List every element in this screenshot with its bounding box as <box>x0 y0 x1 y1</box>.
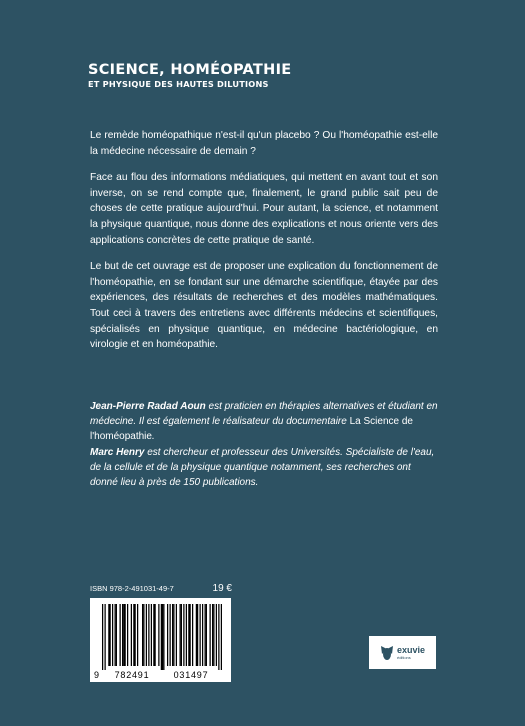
title-block <box>88 62 448 90</box>
book-subtitle: ET PHYSIQUE DES HAUTES DILUTIONS <box>88 79 269 89</box>
barcode-bar <box>120 604 121 666</box>
barcode-bar <box>133 604 134 666</box>
barcode-bar <box>151 604 152 666</box>
barcode-bar <box>161 604 162 670</box>
publisher-name: exuvie <box>396 644 426 655</box>
barcode-bar <box>112 604 113 666</box>
barcode-bar <box>192 604 193 666</box>
book-title: SCIENCE, HOMÉOPATHIE <box>88 62 292 78</box>
barcode-bar <box>162 604 163 670</box>
barcode-bar <box>180 604 181 666</box>
isbn-label: ISBN 978-2-491031-49-7 <box>90 584 174 593</box>
barcode-bar <box>205 604 206 666</box>
blurb <box>90 128 438 364</box>
barcode-bar <box>102 604 103 670</box>
price: 19 € <box>212 583 232 594</box>
barcode-bar <box>183 604 184 666</box>
author-2-text: est chercheur et professeur des Universités. Spécialiste de l'eau, de la cellule et de la physique quantique notamment, ses recherches ont donné lieu à près de 150 publications. <box>90 446 435 489</box>
blurb-paragraph-2: Face au flou des informations médiatiques, qui mettent en avant tout et son inverse, on se rend compte que, finalement, le grand public sait peu de choses de cette pratique aujourd'hui. Pour autant, la science, et notamment la physique quantique, nous donne des explications et nous oriente vers des applications concrètes de cette pratique de santé. <box>90 172 438 246</box>
barcode-bar <box>153 604 154 666</box>
blurb-paragraph-1: Le remède homéopathique n'est-il qu'un placebo ? Ou l'homéopathie est-elle la médecine nécessaire de demain ? <box>90 130 438 157</box>
barcode-bar <box>155 604 156 666</box>
barcode-digit-first: 9 <box>94 670 100 680</box>
barcode-bar <box>176 604 177 666</box>
barcode-bar <box>218 604 219 670</box>
publisher-logo <box>369 636 436 669</box>
barcode <box>90 598 231 682</box>
barcode-bar <box>202 604 203 666</box>
barcode-bar <box>170 604 171 666</box>
barcode-bar <box>108 604 109 666</box>
barcode-bar <box>213 604 214 666</box>
barcode-bar <box>142 604 143 666</box>
publisher-subtitle: éditions <box>396 654 411 660</box>
blurb-paragraph-3: Le but de cet ouvrage est de proposer une explication du fonctionnement de l'homéopathie, en se fondant sur une démarche scientifique, étayée par des expériences, des résultats de recherches et des modèles mathématiques. Tout ceci à travers des entretiens avec différents médecins et scientifiques, spécialisés en physique quantique, en médecine bactériologique, en virologie et en homéopathie. <box>90 261 438 351</box>
barcode-group-left: 782491 <box>114 670 150 680</box>
barcode-graphic <box>90 598 231 682</box>
author-1-text-a: est praticien en thérapies alternatives et étudiant en médecine. Il est également le réalisateur du documentaire <box>90 401 438 428</box>
author-2-bio <box>90 445 438 491</box>
author-2-name: Marc Henry <box>90 446 145 458</box>
barcode-bar <box>146 604 147 666</box>
barcode-bar <box>105 604 106 670</box>
barcode-bar <box>148 604 149 666</box>
barcode-bar <box>158 604 159 666</box>
isbn-row <box>90 583 232 594</box>
barcode-bar <box>200 604 201 666</box>
barcode-bar <box>143 604 144 666</box>
barcode-bar <box>163 604 164 670</box>
author-bios <box>90 399 438 490</box>
barcode-bar <box>135 604 136 666</box>
author-1-film-title: La Science de l'homéopathie <box>90 416 413 443</box>
barcode-bar <box>131 604 132 666</box>
barcode-bar <box>197 604 198 666</box>
barcode-bar <box>188 604 189 666</box>
barcode-bar <box>196 604 197 666</box>
barcode-bar <box>221 604 222 670</box>
barcode-bar <box>186 604 187 666</box>
barcode-bar <box>127 604 128 666</box>
barcode-bar <box>116 604 117 666</box>
barcode-bar <box>216 604 217 666</box>
author-1-name: Jean-Pierre Radad Aoun <box>90 401 206 412</box>
barcode-bar <box>210 604 211 666</box>
cicada-icon <box>380 645 394 661</box>
barcode-bar <box>190 604 191 666</box>
barcode-bar <box>206 604 207 666</box>
barcode-bar <box>212 604 213 666</box>
barcode-bar <box>115 604 116 666</box>
barcode-bar <box>137 604 138 666</box>
barcode-bar <box>181 604 182 666</box>
barcode-bar <box>123 604 124 666</box>
author-1-bio <box>90 399 438 445</box>
author-1-text-b: . <box>151 431 155 443</box>
barcode-bar <box>167 604 168 666</box>
barcode-bar <box>122 604 123 666</box>
barcode-bar <box>125 604 126 666</box>
barcode-bar <box>110 604 111 666</box>
barcode-bar <box>172 604 173 666</box>
barcode-bar <box>173 604 174 666</box>
barcode-group-right: 031497 <box>173 670 209 680</box>
